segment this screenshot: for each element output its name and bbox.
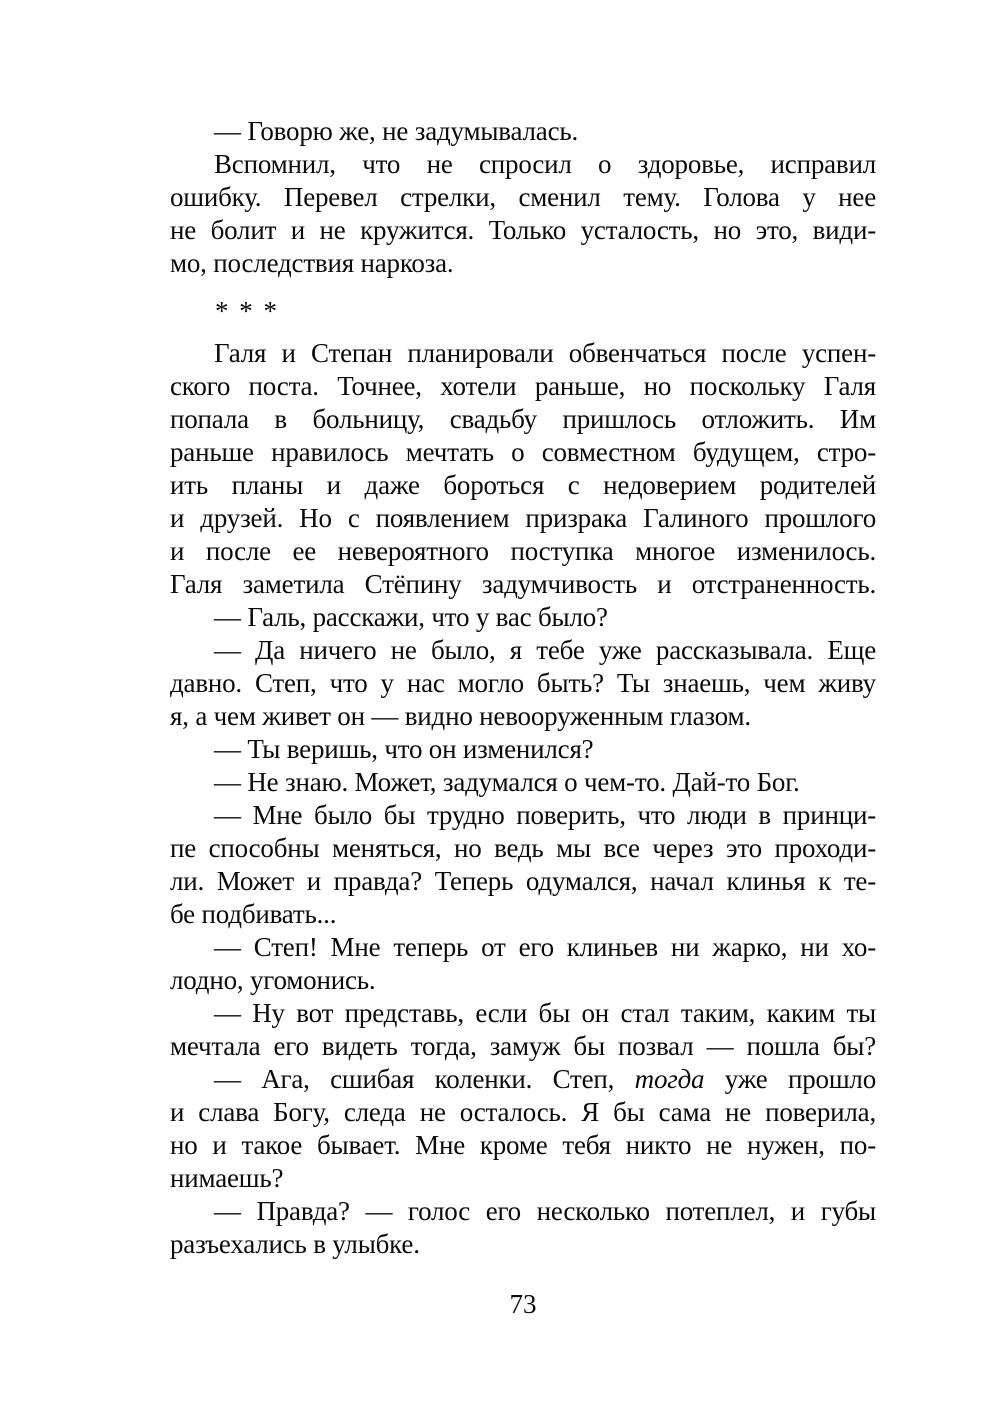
text-line: но и такое бывает. Мне кроме тебя никто не нужен, по- xyxy=(170,1130,876,1160)
text-line: попала в больницу, свадьбу пришлось отложить. Им xyxy=(170,404,876,434)
text-line: Галя и Степан планировали обвенчаться после успен- xyxy=(214,338,876,368)
text-line: Вспомнил, что не спросил о здоровье, исправил xyxy=(214,149,876,179)
text-line: — Ага, сшибая коленки. Степ, тогда уже прошло xyxy=(214,1064,876,1094)
text-line: — Мне было бы трудно поверить, что люди в принци- xyxy=(214,800,876,830)
text-line: — Не знаю. Может, задумался о чем-то. Дай-то Бог. xyxy=(214,767,800,797)
paragraph xyxy=(170,799,876,931)
text-line: ли. Может и правда? Теперь одумался, начал клинья к те- xyxy=(170,866,876,896)
body-text xyxy=(170,115,876,1261)
text-line: ошибку. Перевел стрелки, сменил тему. Голова у нее xyxy=(170,182,876,212)
paragraph xyxy=(170,337,876,601)
page-number: 73 xyxy=(509,1289,537,1319)
text-line: пе способны меняться, но ведь мы все через это проходи- xyxy=(170,833,876,863)
text-line: лодно, угомонись. xyxy=(170,965,376,995)
page-text-block xyxy=(170,115,876,1321)
text-line: я, а чем живет он — видно невооруженным глазом. xyxy=(170,701,751,731)
text-line: — Говорю же, не задумывалась. xyxy=(214,116,579,146)
text-line: ского поста. Точнее, хотели раньше, но поскольку Галя xyxy=(170,371,876,401)
text-line: — Степ! Мне теперь от его клиньев ни жарко, ни хо- xyxy=(214,932,876,962)
text-line: раньше нравилось мечтать о совместном будущем, стро- xyxy=(170,437,876,467)
text-line: не болит и не кружится. Только усталость, но это, види- xyxy=(170,215,876,245)
text-line: и друзей. Но с появлением призрака Галиного прошлого xyxy=(170,503,876,533)
section-separator: * * * xyxy=(215,296,279,326)
text-line: — Галь, расскажи, что у вас было? xyxy=(214,602,608,632)
paragraph xyxy=(170,1063,876,1195)
paragraph xyxy=(170,931,876,997)
paragraph xyxy=(170,766,876,799)
paragraph xyxy=(170,733,876,766)
text-line: разъехались в улыбке. xyxy=(170,1229,420,1259)
text-line: нимаешь? xyxy=(170,1163,284,1193)
text-line: мечтала его видеть тогда, замуж бы позвал — пошла бы? xyxy=(170,1031,876,1061)
text-line: Галя заметила Стёпину задумчивость и отстраненность. xyxy=(170,569,876,599)
paragraph xyxy=(170,997,876,1063)
text-line: — Ты веришь, что он изменился? xyxy=(214,734,594,764)
text-line: — Правда? — голос его несколько потеплел, и губы xyxy=(214,1196,876,1226)
text-line: мо, последствия наркоза. xyxy=(170,248,454,278)
text-line: ить планы и даже бороться с недоверием родителей xyxy=(170,470,876,500)
paragraph xyxy=(170,601,876,634)
paragraph xyxy=(170,1195,876,1261)
text-line: давно. Степ, что у нас могло быть? Ты знаешь, чем живу xyxy=(170,668,876,698)
paragraph xyxy=(170,148,876,280)
text-line: и после ее невероятного поступка многое изменилось. xyxy=(170,536,876,566)
paragraph xyxy=(170,634,876,733)
text-line: — Ну вот представь, если бы он стал таким, каким ты xyxy=(214,998,876,1028)
paragraph xyxy=(170,115,876,148)
text-line: бе подбивать... xyxy=(170,899,337,929)
text-line: — Да ничего не было, я тебе уже рассказывала. Еще xyxy=(214,635,876,665)
text-line: и слава Богу, следа не осталось. Я бы сама не поверила, xyxy=(170,1097,876,1127)
